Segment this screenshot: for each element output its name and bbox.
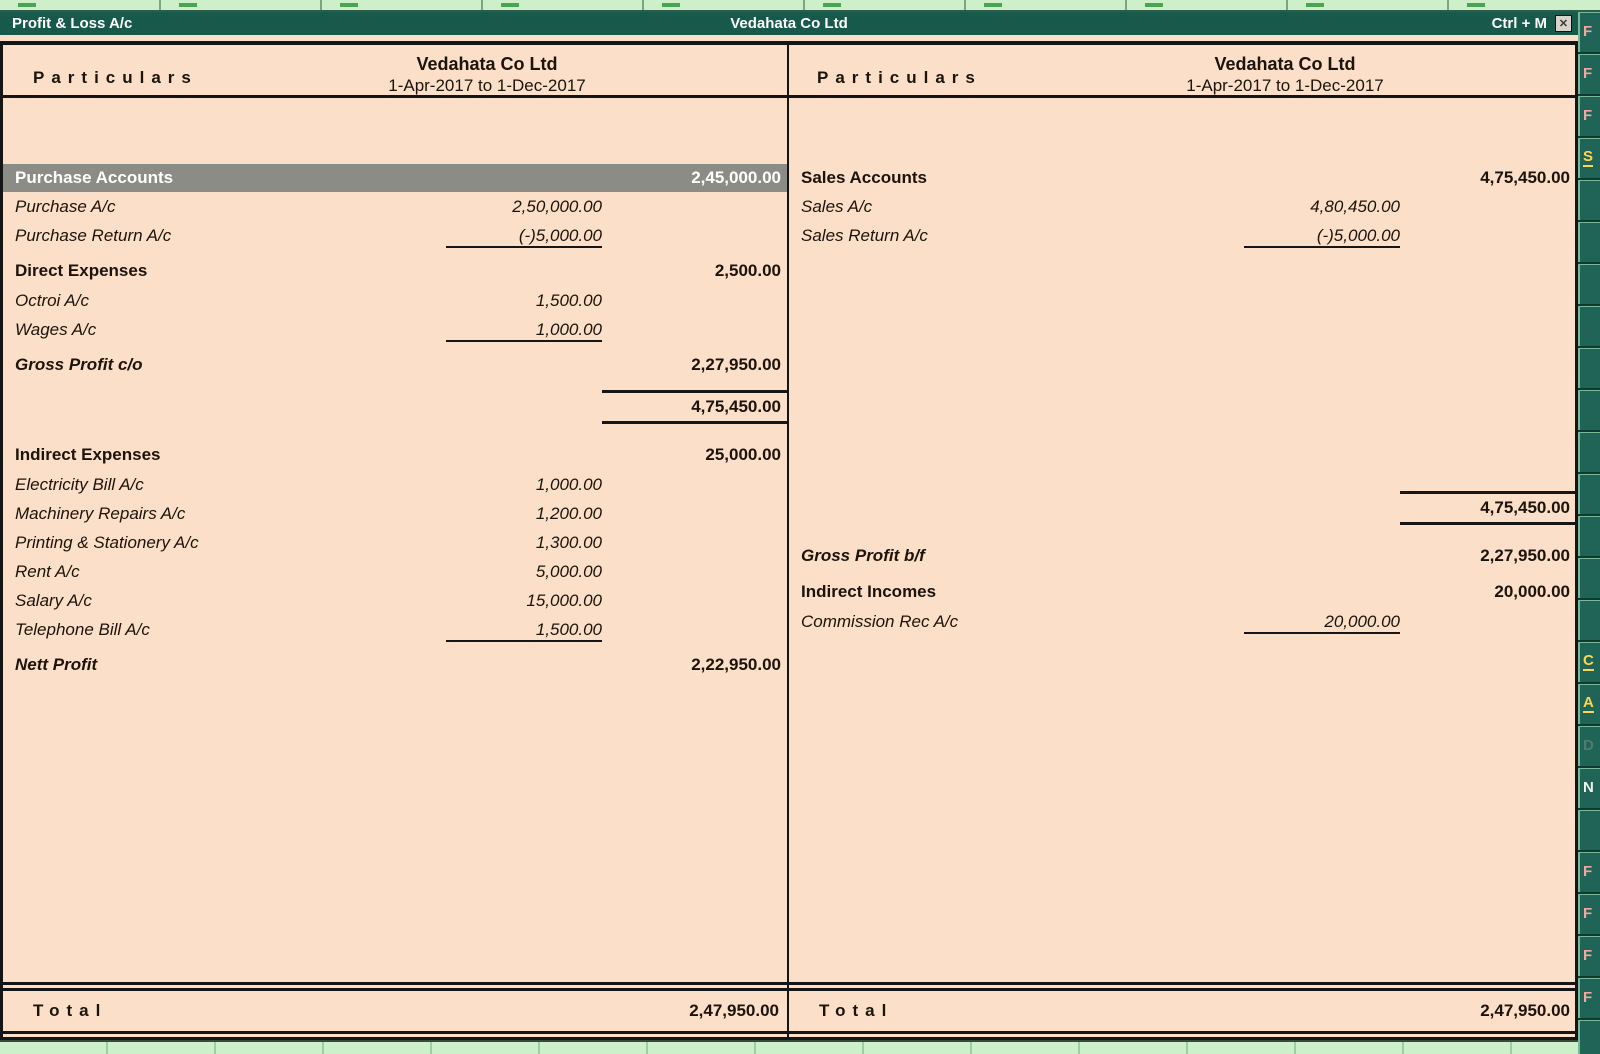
report-row-subtotal[interactable]	[3, 390, 787, 424]
side-button-d[interactable]	[1578, 726, 1600, 766]
side-button-f[interactable]	[1578, 978, 1600, 1018]
side-button-key: A	[1583, 693, 1594, 711]
side-button-key: S	[1583, 147, 1594, 165]
row-inner-amount: 1,200.00	[535, 503, 602, 523]
row-inner-amount: 1,500.00	[535, 290, 602, 310]
report-header-row	[3, 45, 1575, 98]
titlebar-company: Vedahata Co Ltd	[730, 15, 848, 32]
row-label: Gross Profit c/o	[15, 355, 143, 374]
side-button-s[interactable]	[1578, 138, 1600, 178]
expenses-pane	[3, 101, 787, 982]
report-row-octroi-a-c[interactable]	[3, 286, 787, 315]
report-row-printing-stationery-a-c[interactable]	[3, 528, 787, 557]
row-spacer	[3, 101, 787, 164]
row-label: Sales Return A/c	[801, 225, 928, 245]
report-row-subtotal[interactable]	[789, 491, 1575, 525]
row-spacer	[789, 101, 1575, 164]
row-outer-amount: 4,75,450.00	[602, 390, 787, 424]
particulars-header-right: Particulars	[817, 68, 982, 87]
report-row-gross-profit-c-o[interactable]	[3, 348, 787, 382]
row-label: Printing & Stationery A/c	[15, 532, 199, 552]
side-button-n[interactable]	[1578, 768, 1600, 808]
side-button-key: F	[1583, 22, 1593, 40]
row-outer-amount: 2,500.00	[714, 261, 781, 280]
side-button[interactable]	[1578, 306, 1600, 346]
row-label: Rent A/c	[15, 561, 80, 581]
report-row-commission-rec-a-c[interactable]	[789, 607, 1575, 636]
row-inner-amount: (-)5,000.00	[1230, 226, 1400, 246]
row-outer-amount: 2,45,000.00	[691, 168, 781, 187]
total-bar	[0, 982, 1578, 1040]
side-button-key: F	[1583, 862, 1593, 880]
row-inner-amount: 20,000.00	[1230, 612, 1400, 632]
row-inner-amount: 1,300.00	[535, 532, 602, 552]
row-inner-amount: 5,000.00	[535, 561, 602, 581]
report-row-sales-accounts[interactable]	[789, 164, 1575, 192]
shortcut-hint: Ctrl + M	[1491, 15, 1547, 32]
report-row-indirect-expenses[interactable]	[3, 440, 787, 470]
side-button-key: C	[1583, 651, 1594, 669]
side-button-key: D	[1583, 736, 1594, 754]
row-label: Octroi A/c	[15, 290, 89, 310]
side-button[interactable]	[1578, 516, 1600, 556]
report-row-machinery-repairs-a-c[interactable]	[3, 499, 787, 528]
row-label: Wages A/c	[15, 319, 97, 339]
side-button-f[interactable]	[1578, 852, 1600, 892]
row-label: Indirect Incomes	[801, 582, 937, 601]
row-inner-amount: 4,80,450.00	[1310, 196, 1400, 216]
total-amount-right: 2,47,950.00	[1480, 1001, 1570, 1020]
column-company-left: Vedahata Co Ltd	[416, 54, 558, 74]
report-row-purchase-accounts[interactable]	[3, 164, 787, 192]
report-row-purchase-return-a-c[interactable]	[3, 221, 787, 250]
report-row-indirect-incomes[interactable]	[789, 577, 1575, 607]
total-label-left: Total	[33, 1001, 108, 1020]
row-inner-amount: (-)5,000.00	[432, 226, 602, 246]
row-spacer	[789, 250, 1575, 483]
side-button-f[interactable]	[1578, 894, 1600, 934]
report-row-wages-a-c[interactable]	[3, 315, 787, 344]
side-button-a[interactable]	[1578, 684, 1600, 724]
report-row-salary-a-c[interactable]	[3, 586, 787, 615]
report-row-nett-profit[interactable]	[3, 648, 787, 682]
close-icon[interactable]: ✕	[1555, 15, 1572, 32]
row-inner-amount: 1,000.00	[432, 320, 602, 340]
top-toolbar-sliver	[0, 0, 1600, 12]
column-period-left: 1-Apr-2017 to 1-Dec-2017	[388, 76, 586, 95]
report-titlebar	[0, 12, 1578, 35]
row-label: Purchase Return A/c	[15, 225, 172, 245]
pane-divider	[787, 41, 789, 1040]
report-row-purchase-a-c[interactable]	[3, 192, 787, 221]
row-outer-amount: 2,27,950.00	[1480, 546, 1570, 565]
report-row-rent-a-c[interactable]	[3, 557, 787, 586]
side-button[interactable]	[1578, 558, 1600, 598]
report-row-electricity-bill-a-c[interactable]	[3, 470, 787, 499]
report-row-telephone-bill-a-c[interactable]	[3, 615, 787, 644]
row-label: Indirect Expenses	[15, 445, 161, 464]
side-button-f[interactable]	[1578, 12, 1600, 52]
side-button[interactable]	[1578, 1020, 1600, 1054]
row-label: Electricity Bill A/c	[15, 474, 144, 494]
report-row-sales-return-a-c[interactable]	[789, 221, 1575, 250]
side-button[interactable]	[1578, 348, 1600, 388]
total-label-right: Total	[819, 1001, 894, 1020]
row-outer-amount: 2,27,950.00	[691, 355, 781, 374]
side-button[interactable]	[1578, 264, 1600, 304]
side-button[interactable]	[1578, 600, 1600, 640]
row-outer-amount: 4,75,450.00	[1400, 491, 1575, 525]
row-label: Purchase A/c	[15, 196, 116, 216]
side-button-key: F	[1583, 64, 1593, 82]
side-button-f[interactable]	[1578, 936, 1600, 976]
total-row-left	[0, 1001, 787, 1021]
side-button[interactable]	[1578, 810, 1600, 850]
right-button-bar	[1578, 12, 1600, 1054]
bottom-toolbar-sliver	[0, 1040, 1578, 1054]
row-inner-amount: 1,000.00	[535, 474, 602, 494]
side-button[interactable]	[1578, 432, 1600, 472]
row-outer-amount: 25,000.00	[705, 445, 781, 464]
total-row-right	[789, 1001, 1578, 1021]
side-button-key: F	[1583, 988, 1593, 1006]
row-label: Nett Profit	[15, 655, 98, 674]
incomes-pane	[789, 101, 1575, 982]
row-outer-amount: 4,75,450.00	[1480, 168, 1570, 187]
report-title: Profit & Loss A/c	[12, 15, 133, 32]
row-outer-amount: 2,22,950.00	[691, 655, 781, 674]
row-inner-amount: 15,000.00	[526, 590, 602, 610]
side-button-key: N	[1583, 778, 1594, 796]
row-label: Commission Rec A/c	[801, 611, 959, 631]
row-label: Sales Accounts	[801, 168, 927, 187]
report-row-direct-expenses[interactable]	[3, 256, 787, 286]
row-outer-amount: 20,000.00	[1494, 582, 1570, 601]
side-button[interactable]	[1578, 222, 1600, 262]
column-company-right: Vedahata Co Ltd	[1214, 54, 1356, 74]
report-row-gross-profit-b-f[interactable]	[789, 541, 1575, 571]
left-pane-header	[3, 45, 787, 95]
side-button-f[interactable]	[1578, 54, 1600, 94]
row-label: Telephone Bill A/c	[15, 619, 150, 639]
total-amount-left: 2,47,950.00	[689, 1001, 779, 1020]
row-inner-amount: 1,500.00	[432, 620, 602, 640]
profit-loss-report	[0, 35, 1578, 1040]
side-button-key: F	[1583, 946, 1593, 964]
row-label: Sales A/c	[801, 196, 873, 216]
side-button-key: F	[1583, 904, 1593, 922]
row-inner-amount: 2,50,000.00	[512, 196, 602, 216]
side-button-c[interactable]	[1578, 642, 1600, 682]
row-label: Gross Profit b/f	[801, 546, 925, 565]
side-button[interactable]	[1578, 474, 1600, 514]
right-pane-header	[787, 45, 1575, 95]
column-period-right: 1-Apr-2017 to 1-Dec-2017	[1186, 76, 1384, 95]
side-button-f[interactable]	[1578, 96, 1600, 136]
row-label: Direct Expenses	[15, 261, 148, 280]
row-label: Purchase Accounts	[15, 168, 174, 187]
row-label: Machinery Repairs A/c	[15, 503, 186, 523]
particulars-header-left: Particulars	[33, 68, 198, 87]
side-button-key: F	[1583, 106, 1593, 124]
side-button[interactable]	[1578, 180, 1600, 220]
side-button[interactable]	[1578, 390, 1600, 430]
row-label: Salary A/c	[15, 590, 92, 610]
report-row-sales-a-c[interactable]	[789, 192, 1575, 221]
